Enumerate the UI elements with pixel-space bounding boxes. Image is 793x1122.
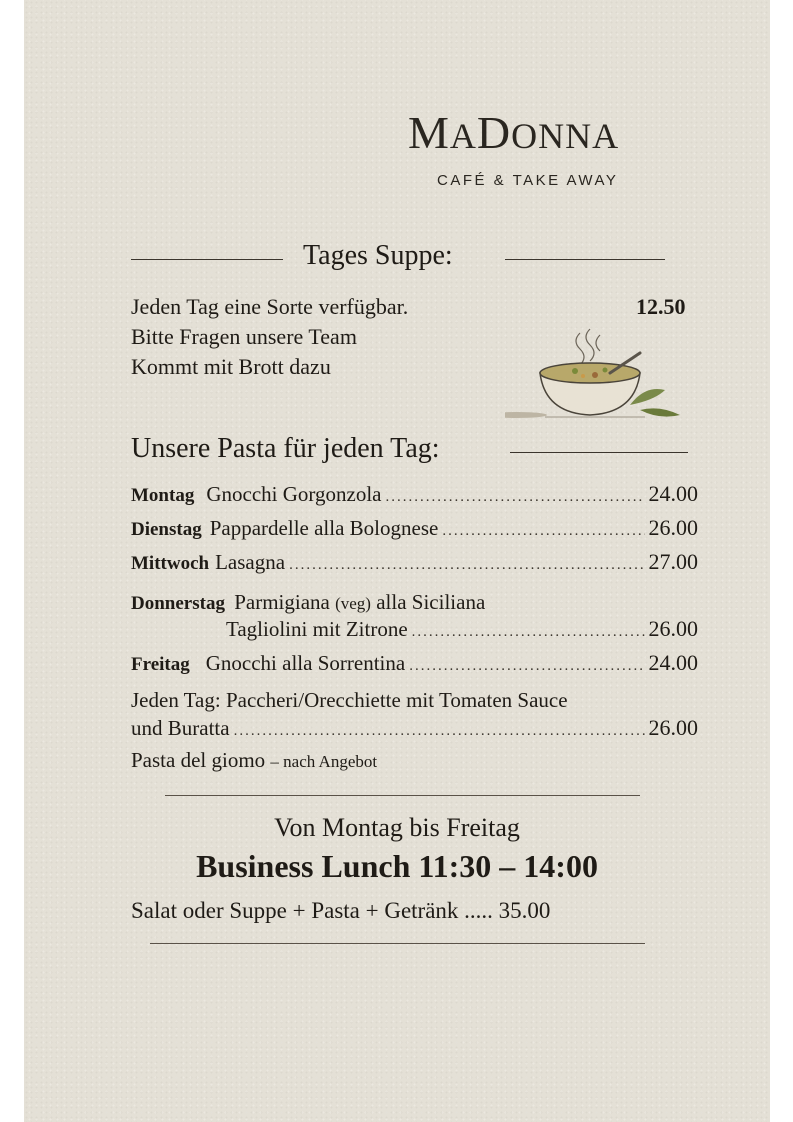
veg-note: (veg): [335, 594, 371, 613]
menu-row-everyday: [131, 715, 698, 745]
soup-line-1: Jeden Tag eine Sorte verfügbar.: [131, 294, 409, 319]
business-lunch-title: Business Lunch 11:30 – 14:00: [196, 848, 598, 884]
dish-price: 26.00: [648, 616, 698, 641]
menu-row-mittwoch: [131, 549, 698, 579]
menu-row-dienstag: [131, 515, 698, 545]
donnerstag-line-1: [131, 590, 485, 615]
day-label: Mittwoch: [131, 553, 210, 574]
soup-heading-rule-right: [505, 259, 665, 260]
day-label: Montag: [131, 485, 195, 506]
menu-row-freitag: [131, 650, 698, 680]
dish-price: 24.00: [648, 481, 698, 506]
leader-dots: [234, 723, 645, 740]
dish-name: Gnocchi alla Sorrentina: [205, 651, 406, 675]
dish-name: Tagliolini mit Zitrone: [226, 617, 408, 641]
day-label: Dienstag: [131, 519, 202, 540]
dish-price: 26.00: [648, 715, 698, 740]
dish-name: Lasagna: [215, 550, 286, 574]
dish-name: Pappardelle alla Bolognese: [209, 516, 439, 540]
leader-dots: [409, 658, 644, 675]
leader-dots: [289, 557, 644, 574]
pasta-del-giorno: [131, 748, 377, 773]
dish-price: 26.00: [648, 515, 698, 540]
soup-price: 12.50: [636, 294, 686, 319]
brand-letter-d: D: [476, 107, 512, 158]
brand-logo: [408, 106, 619, 159]
menu-row-montag: [131, 481, 698, 511]
leader-dots: [442, 523, 644, 540]
brand-letters-onna: ONNA: [511, 116, 620, 156]
soup-heading: Tages Suppe:: [303, 240, 453, 271]
brand-letter-m: M: [408, 107, 450, 158]
day-label: Donnerstag: [131, 593, 225, 614]
dish-name: Parmigiana: [234, 590, 330, 614]
brand-letter-a: A: [449, 116, 477, 156]
special-note: – nach Angebot: [270, 752, 378, 771]
menu-row-donnerstag: [226, 616, 698, 646]
lunch-days: Von Montag bis Freitag: [274, 813, 520, 842]
soup-heading-rule-left: [131, 259, 283, 260]
dish-price: 24.00: [648, 650, 698, 675]
lunch-rule-top: [165, 795, 640, 796]
soup-line-3: Kommt mit Brott dazu: [131, 354, 331, 379]
soup-line-2: Bitte Fragen unsere Team: [131, 324, 357, 349]
dish-name: und Buratta: [131, 716, 230, 740]
lunch-rule-bottom: [150, 943, 645, 944]
pasta-heading-rule: [510, 452, 688, 453]
special-label: Pasta del giomo: [131, 748, 266, 772]
leader-dots: [385, 489, 644, 506]
lunch-offer: Salat oder Suppe + Pasta + Getränk ..... 35.00: [131, 898, 551, 923]
day-label: Freitag: [131, 654, 190, 675]
brand-tagline: CAFÉ & TAKE AWAY: [437, 172, 619, 189]
soup-bowl-icon: [505, 325, 685, 425]
leader-dots: [412, 624, 645, 641]
dish-price: 27.00: [648, 549, 698, 574]
pasta-heading: Unsere Pasta für jeden Tag:: [131, 433, 440, 464]
dish-name-rest: alla Siciliana: [376, 590, 486, 614]
everyday-line-1: Jeden Tag: Paccheri/Orecchiette mit Tomaten Sauce: [131, 688, 568, 712]
dish-name: Gnocchi Gorgonzola: [206, 482, 382, 506]
